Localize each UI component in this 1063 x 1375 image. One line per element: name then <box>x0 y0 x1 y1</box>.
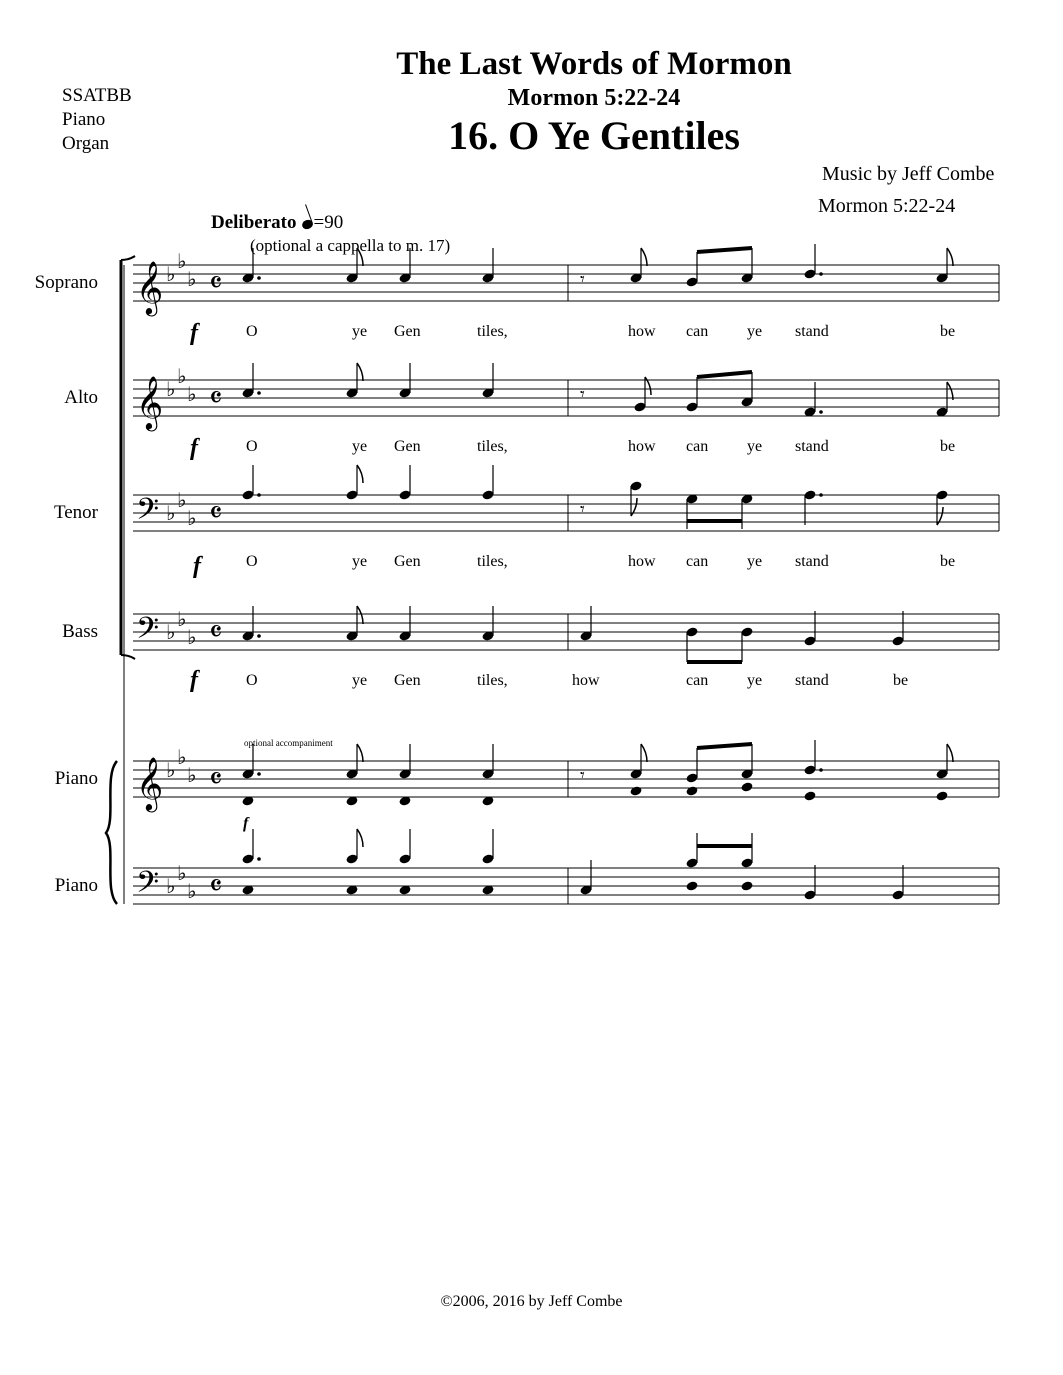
dot <box>257 391 261 395</box>
lyric-alto-8: stand <box>795 438 829 455</box>
lyric-soprano-6: can <box>686 323 709 340</box>
common-time-icon-soprano: 𝄴 <box>209 266 223 301</box>
dot <box>819 768 823 772</box>
flat-icon-soprano: ♭ <box>177 249 187 273</box>
dot <box>819 272 823 276</box>
flat-icon-bass: ♭ <box>187 625 197 649</box>
lyric-alto-3: Gen <box>394 438 421 455</box>
flat-icon-piano-right: ♭ <box>177 745 187 769</box>
dot <box>819 410 823 414</box>
lyric-alto-1: O <box>246 438 258 455</box>
lyric-tenor-2: ye <box>352 553 368 570</box>
collection-subtitle: Mormon 5:22-24 <box>507 85 681 111</box>
flag <box>357 744 363 762</box>
collection-title: The Last Words of Mormon <box>396 46 792 82</box>
lyric-tenor-8: stand <box>795 553 829 570</box>
flag <box>357 465 363 483</box>
common-time-icon-tenor: 𝄴 <box>209 496 223 531</box>
bass-clef-icon-bass: 𝄢 <box>136 612 160 653</box>
common-time-icon-alto: 𝄴 <box>209 381 223 416</box>
choir-bracket-bottom <box>121 655 135 659</box>
part-label-piano-right: Piano <box>54 768 98 789</box>
dot <box>819 493 823 497</box>
dynamic-bass: f <box>190 667 198 693</box>
part-label-soprano: Soprano <box>34 272 98 293</box>
lyric-tenor-5: how <box>628 553 656 570</box>
eighth-rest-icon: 𝄾 <box>580 499 585 520</box>
lyric-bass-3: Gen <box>394 672 421 689</box>
notehead <box>685 785 698 796</box>
lyric-alto-5: how <box>628 438 656 455</box>
flat-icon-alto: ♭ <box>166 377 176 401</box>
dot <box>257 276 261 280</box>
eighth-rest-icon: 𝄾 <box>580 765 585 786</box>
piece-title: 16. O Ye Gentiles <box>448 113 740 158</box>
flag <box>947 382 953 400</box>
common-time-icon-bass: 𝄴 <box>209 615 223 650</box>
lyric-alto-4: tiles, <box>477 438 508 455</box>
lyric-soprano-4: tiles, <box>477 323 508 340</box>
dot <box>257 634 261 638</box>
dynamic-piano: f <box>243 815 249 832</box>
flag <box>357 606 363 624</box>
dot <box>257 772 261 776</box>
lyric-bass-2: ye <box>352 672 368 689</box>
lyric-alto-2: ye <box>352 438 368 455</box>
metronome-value: =90 <box>313 212 344 233</box>
lyric-soprano-9: be <box>940 323 956 340</box>
eighth-rest-icon: 𝄾 <box>580 269 585 290</box>
notehead <box>685 880 698 891</box>
beam <box>697 372 752 377</box>
flat-icon-alto: ♭ <box>187 382 197 406</box>
bass-clef-icon-tenor: 𝄢 <box>136 493 160 534</box>
treble-clef-icon-piano-right: 𝄞 <box>136 756 164 810</box>
flag <box>947 744 953 762</box>
lyric-alto-9: be <box>940 438 956 455</box>
dot <box>257 493 261 497</box>
lyric-alto-6: can <box>686 438 709 455</box>
lyric-soprano-7: ye <box>747 323 763 340</box>
flat-icon-bass: ♭ <box>166 620 176 644</box>
lyric-bass-5: how <box>572 672 600 689</box>
eighth-rest-icon: 𝄾 <box>580 384 585 405</box>
dynamic-alto: f <box>190 435 198 461</box>
lyric-tenor-3: Gen <box>394 553 421 570</box>
lyric-soprano-5: how <box>628 323 656 340</box>
flat-icon-tenor: ♭ <box>187 506 197 530</box>
dynamic-soprano: f <box>190 320 198 346</box>
flag <box>357 248 363 266</box>
lyric-bass-9: be <box>893 672 909 689</box>
common-time-icon-piano-left: 𝄴 <box>209 869 223 904</box>
treble-clef-icon-alto: 𝄞 <box>136 375 164 429</box>
flag <box>641 744 647 762</box>
tempo-word: Deliberato <box>211 212 297 233</box>
lyric-soprano-3: Gen <box>394 323 421 340</box>
flat-icon-piano-right: ♭ <box>187 763 197 787</box>
lyric-bass-1: O <box>246 672 258 689</box>
lyric-tenor-4: tiles, <box>477 553 508 570</box>
lyric-alto-7: ye <box>747 438 763 455</box>
lyric-tenor-7: ye <box>747 553 763 570</box>
copyright-notice: ©2006, 2016 by Jeff Combe <box>440 1293 623 1310</box>
notehead <box>935 790 948 801</box>
part-label-tenor: Tenor <box>53 502 98 523</box>
notehead <box>740 781 753 792</box>
dot <box>257 857 261 861</box>
flat-icon-soprano: ♭ <box>166 262 176 286</box>
piano-brace <box>106 761 117 904</box>
text-source: Mormon 5:22-24 <box>818 195 956 217</box>
notehead <box>803 790 816 801</box>
lyric-soprano-8: stand <box>795 323 829 340</box>
flat-icon-soprano: ♭ <box>187 267 197 291</box>
lyric-bass-6: can <box>686 672 709 689</box>
dynamic-tenor: f <box>193 553 201 579</box>
accompaniment-note: optional accompaniment <box>244 738 333 748</box>
flat-icon-tenor: ♭ <box>177 488 187 512</box>
lyric-tenor-1: O <box>246 553 258 570</box>
bass-clef-icon-piano-left: 𝄢 <box>136 866 160 907</box>
composer-credit: Music by Jeff Combe <box>822 163 995 185</box>
notehead <box>740 880 753 891</box>
notehead <box>629 785 642 796</box>
lyric-soprano-1: O <box>246 323 258 340</box>
flat-icon-alto: ♭ <box>177 364 187 388</box>
flat-icon-piano-right: ♭ <box>166 758 176 782</box>
common-time-icon-piano-right: 𝄴 <box>209 762 223 797</box>
lyric-tenor-9: be <box>940 553 956 570</box>
lyric-bass-7: ye <box>747 672 763 689</box>
flat-icon-bass: ♭ <box>177 607 187 631</box>
instrumentation-organ: Organ <box>62 133 110 154</box>
instrumentation-voices: SSATBB <box>62 85 132 106</box>
lyric-bass-8: stand <box>795 672 829 689</box>
treble-clef-icon-soprano: 𝄞 <box>136 260 164 314</box>
beam <box>697 248 752 252</box>
flag <box>357 363 363 381</box>
flat-icon-piano-left: ♭ <box>166 874 176 898</box>
lyric-bass-4: tiles, <box>477 672 508 689</box>
lyric-tenor-6: can <box>686 553 709 570</box>
flat-icon-piano-left: ♭ <box>177 861 187 885</box>
flat-icon-tenor: ♭ <box>166 501 176 525</box>
beam <box>697 744 752 748</box>
flat-icon-piano-left: ♭ <box>187 879 197 903</box>
flag <box>641 248 647 266</box>
instrumentation-piano: Piano <box>62 109 106 130</box>
performance-note: (optional a cappella to m. 17) <box>250 236 451 255</box>
lyric-soprano-2: ye <box>352 323 368 340</box>
choir-bracket-top <box>121 256 135 260</box>
flag <box>357 829 363 847</box>
part-label-bass: Bass <box>62 621 98 642</box>
flag <box>947 248 953 266</box>
part-label-alto: Alto <box>64 387 98 408</box>
part-label-piano-left: Piano <box>54 875 98 896</box>
